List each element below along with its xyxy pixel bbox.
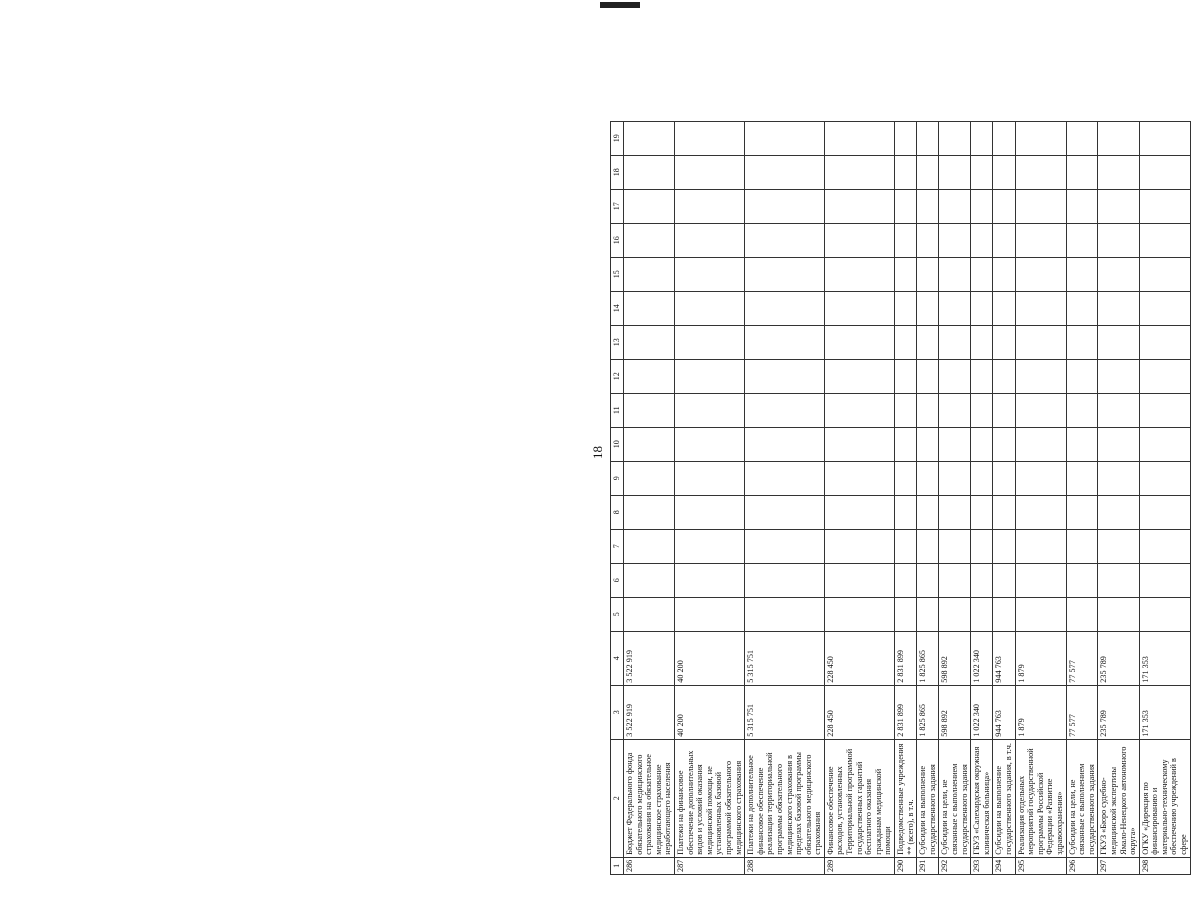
empty-cell [917,427,939,461]
empty-cell [917,393,939,427]
column-number: 3 [611,685,624,739]
empty-cell [971,155,993,189]
empty-cell [917,563,939,597]
table-row [745,121,825,874]
column-number: 10 [611,427,624,461]
empty-cell [1066,563,1098,597]
empty-cell [824,563,894,597]
column-number: 2 [611,739,624,857]
empty-cell [1139,223,1190,257]
column-number: 17 [611,189,624,223]
empty-cell [1098,393,1139,427]
empty-cell [971,359,993,393]
empty-cell [1098,359,1139,393]
column-3-value: 944 763 [993,685,1015,739]
empty-cell [917,461,939,495]
empty-cell [895,325,917,359]
empty-cell [624,257,675,291]
empty-cell [993,393,1015,427]
empty-cell [1066,393,1098,427]
row-name: ГБУЗ «Салехардская окружная клиническая больница» [971,739,993,857]
empty-cell [1066,359,1098,393]
empty-cell [1015,155,1066,189]
column-number: 9 [611,461,624,495]
empty-cell [624,155,675,189]
empty-cell [1098,461,1139,495]
empty-cell [1098,257,1139,291]
empty-cell [824,393,894,427]
empty-cell [745,257,825,291]
column-3-value: 3 522 919 [624,685,675,739]
row-name: Подведомственные учреждения ** (всего), в т.ч. [895,739,917,857]
row-name: Субсидии на цели, не связанные с выполнением государственного задания [1066,739,1098,857]
empty-cell [1098,529,1139,563]
empty-cell [1139,393,1190,427]
empty-cell [624,223,675,257]
table-row [895,121,917,874]
empty-cell [1015,291,1066,325]
column-3-value: 171 353 [1139,685,1190,739]
empty-cell [993,121,1015,155]
empty-cell [1066,427,1098,461]
empty-cell [895,155,917,189]
empty-cell [824,597,894,631]
empty-cell [895,597,917,631]
empty-cell [624,427,675,461]
row-name: Субсидии на выполнение государственного задания, в т.ч. [993,739,1015,857]
empty-cell [624,359,675,393]
empty-cell [971,427,993,461]
empty-cell [1015,393,1066,427]
empty-cell [971,291,993,325]
empty-cell [1139,189,1190,223]
empty-cell [917,529,939,563]
empty-cell [1139,529,1190,563]
empty-cell [674,189,744,223]
empty-cell [745,529,825,563]
empty-cell [745,563,825,597]
column-4-value: 171 353 [1139,631,1190,685]
empty-cell [939,393,971,427]
empty-cell [895,189,917,223]
table-row [1098,121,1139,874]
empty-cell [1098,223,1139,257]
empty-cell [745,291,825,325]
row-name: Бюджет Федерального фонда обязательного медицинского страхования на обязательное медицинское страхование неработающего населения [624,739,675,857]
empty-cell [674,563,744,597]
row-number: 290 [895,857,917,874]
empty-cell [674,597,744,631]
empty-cell [745,223,825,257]
empty-cell [917,189,939,223]
empty-cell [1098,597,1139,631]
table-row [939,121,971,874]
empty-cell [624,461,675,495]
empty-cell [1139,461,1190,495]
row-name: Платежи на финансовое обеспечение дополнительных видов и условий оказания медицинской помощи, не установленных базовой программой обязательного медицинского страхования [674,739,744,857]
empty-cell [1098,291,1139,325]
empty-cell [939,563,971,597]
empty-cell [745,461,825,495]
empty-cell [917,495,939,529]
empty-cell [895,121,917,155]
empty-cell [971,223,993,257]
empty-cell [1015,597,1066,631]
row-name: Субсидии на выполнение государственного задания [917,739,939,857]
empty-cell [917,121,939,155]
empty-cell [674,325,744,359]
empty-cell [1066,155,1098,189]
empty-cell [1015,359,1066,393]
empty-cell [1098,427,1139,461]
column-number: 15 [611,257,624,291]
empty-cell [895,257,917,291]
empty-cell [1015,257,1066,291]
column-3-value: 2 831 899 [895,685,917,739]
empty-cell [745,495,825,529]
row-name: ГКУЗ «Бюро судебно-медицинской экспертизы Ямало-Ненецкого автономного округа» [1098,739,1139,857]
empty-cell [674,529,744,563]
column-number: 6 [611,563,624,597]
column-3-value: 77 577 [1066,685,1098,739]
empty-cell [824,291,894,325]
empty-cell [993,189,1015,223]
column-4-value: 40 200 [674,631,744,685]
table-row [971,121,993,874]
empty-cell [1098,495,1139,529]
empty-cell [824,189,894,223]
row-number: 296 [1066,857,1098,874]
empty-cell [993,461,1015,495]
column-number: 13 [611,325,624,359]
empty-cell [917,257,939,291]
table-row [624,121,675,874]
empty-cell [824,427,894,461]
column-number: 4 [611,631,624,685]
rotated-page [30,30,1189,875]
empty-cell [1139,121,1190,155]
row-name: Финансовое обеспечение расходов, установленных Территориальной программой государственных гарантий бесплатного оказания гражданам медицинской помощи [824,739,894,857]
empty-cell [993,155,1015,189]
header-row [611,121,624,874]
empty-cell [1098,325,1139,359]
column-4-value: 77 577 [1066,631,1098,685]
column-4-value: 3 522 919 [624,631,675,685]
empty-cell [917,325,939,359]
empty-cell [1066,223,1098,257]
row-number: 292 [939,857,971,874]
column-number: 18 [611,155,624,189]
column-number: 14 [611,291,624,325]
column-4-value: 1 879 [1015,631,1066,685]
row-number: 294 [993,857,1015,874]
row-number: 286 [624,857,675,874]
empty-cell [939,461,971,495]
row-name: ОГКУ «Дирекция по финансированию и материально-техническому обеспечению учреждений в сфере [1139,739,1190,857]
table-row [1066,121,1098,874]
table-row [674,121,744,874]
empty-cell [971,325,993,359]
empty-cell [971,495,993,529]
empty-cell [624,529,675,563]
empty-cell [745,393,825,427]
column-number: 11 [611,393,624,427]
empty-cell [1015,529,1066,563]
empty-cell [1015,461,1066,495]
empty-cell [745,597,825,631]
empty-cell [895,461,917,495]
column-number: 12 [611,359,624,393]
row-number: 297 [1098,857,1139,874]
empty-cell [939,155,971,189]
empty-cell [1066,257,1098,291]
scan-edge-mark [600,2,640,8]
empty-cell [1066,325,1098,359]
empty-cell [1066,121,1098,155]
empty-cell [939,529,971,563]
table-row [1139,121,1190,874]
empty-cell [1066,189,1098,223]
empty-cell [917,223,939,257]
empty-cell [1015,427,1066,461]
column-3-value: 5 315 751 [745,685,825,739]
empty-cell [824,155,894,189]
column-3-value: 1 879 [1015,685,1066,739]
empty-cell [624,189,675,223]
empty-cell [993,495,1015,529]
empty-cell [674,495,744,529]
budget-table [610,121,1191,875]
empty-cell [1139,155,1190,189]
empty-cell [624,563,675,597]
empty-cell [1015,325,1066,359]
column-3-value: 228 450 [824,685,894,739]
empty-cell [1139,563,1190,597]
empty-cell [971,529,993,563]
empty-cell [939,495,971,529]
empty-cell [1066,529,1098,563]
row-number: 291 [917,857,939,874]
empty-cell [993,291,1015,325]
empty-cell [1139,257,1190,291]
empty-cell [624,495,675,529]
empty-cell [745,427,825,461]
empty-cell [993,359,1015,393]
empty-cell [1098,155,1139,189]
empty-cell [824,461,894,495]
empty-cell [1139,427,1190,461]
empty-cell [895,393,917,427]
empty-cell [917,359,939,393]
empty-cell [971,257,993,291]
empty-cell [745,155,825,189]
empty-cell [971,121,993,155]
empty-cell [939,257,971,291]
row-name: Платежи на дополнительное финансовое обеспечение реализации территориальной программы обязательного медицинского страхования в пределах базовой программы обязательного медицинского страхования [745,739,825,857]
column-4-value: 1 022 340 [971,631,993,685]
empty-cell [674,223,744,257]
column-3-value: 598 892 [939,685,971,739]
empty-cell [1015,121,1066,155]
empty-cell [824,495,894,529]
empty-cell [1139,359,1190,393]
row-number: 298 [1139,857,1190,874]
empty-cell [895,291,917,325]
empty-cell [939,359,971,393]
empty-cell [993,257,1015,291]
column-3-value: 1 022 340 [971,685,993,739]
row-name: Субсидии на цели, не связанные с выполнением государственного задания [939,739,971,857]
empty-cell [824,223,894,257]
empty-cell [1098,121,1139,155]
table-row [1015,121,1066,874]
table-row [824,121,894,874]
column-number: 8 [611,495,624,529]
column-number: 1 [611,857,624,874]
empty-cell [1139,291,1190,325]
empty-cell [917,597,939,631]
empty-cell [824,529,894,563]
empty-cell [674,121,744,155]
column-number: 16 [611,223,624,257]
column-3-value: 1 825 865 [917,685,939,739]
empty-cell [939,597,971,631]
row-number: 288 [745,857,825,874]
empty-cell [1066,495,1098,529]
column-3-value: 235 789 [1098,685,1139,739]
empty-cell [1066,291,1098,325]
empty-cell [674,291,744,325]
empty-cell [895,529,917,563]
empty-cell [745,121,825,155]
empty-cell [993,223,1015,257]
empty-cell [1098,189,1139,223]
table-row [993,121,1015,874]
empty-cell [1015,563,1066,597]
empty-cell [674,461,744,495]
empty-cell [1098,563,1139,597]
empty-cell [895,563,917,597]
empty-cell [939,427,971,461]
row-number: 293 [971,857,993,874]
row-number: 289 [824,857,894,874]
empty-cell [624,325,675,359]
column-4-value: 1 825 865 [917,631,939,685]
column-4-value: 2 831 899 [895,631,917,685]
empty-cell [993,597,1015,631]
empty-cell [939,189,971,223]
empty-cell [824,121,894,155]
empty-cell [971,461,993,495]
empty-cell [993,325,1015,359]
empty-cell [939,325,971,359]
empty-cell [745,359,825,393]
empty-cell [674,427,744,461]
empty-cell [745,189,825,223]
empty-cell [624,393,675,427]
empty-cell [971,563,993,597]
empty-cell [993,563,1015,597]
empty-cell [1015,189,1066,223]
empty-cell [674,393,744,427]
empty-cell [1015,223,1066,257]
column-4-value: 5 315 751 [745,631,825,685]
page-number: 18 [590,446,605,459]
empty-cell [939,223,971,257]
column-4-value: 228 450 [824,631,894,685]
empty-cell [895,223,917,257]
empty-cell [1139,325,1190,359]
table-row [917,121,939,874]
empty-cell [824,359,894,393]
row-name: Реализация отдельных мероприятий государственной программы Российской Федерации «Развитие здравоохранения» [1015,739,1066,857]
column-number: 7 [611,529,624,563]
empty-cell [971,597,993,631]
row-number: 287 [674,857,744,874]
empty-cell [917,155,939,189]
empty-cell [624,291,675,325]
empty-cell [895,427,917,461]
empty-cell [1015,495,1066,529]
empty-cell [624,121,675,155]
empty-cell [971,393,993,427]
empty-cell [895,495,917,529]
empty-cell [745,325,825,359]
row-number: 295 [1015,857,1066,874]
empty-cell [824,257,894,291]
empty-cell [824,325,894,359]
empty-cell [1066,461,1098,495]
empty-cell [993,427,1015,461]
empty-cell [624,597,675,631]
empty-cell [1139,495,1190,529]
column-4-value: 235 789 [1098,631,1139,685]
column-4-value: 944 763 [993,631,1015,685]
column-3-value: 40 200 [674,685,744,739]
empty-cell [674,359,744,393]
empty-cell [993,529,1015,563]
empty-cell [674,155,744,189]
empty-cell [971,189,993,223]
empty-cell [939,291,971,325]
empty-cell [939,121,971,155]
empty-cell [674,257,744,291]
column-number: 19 [611,121,624,155]
empty-cell [1139,597,1190,631]
column-4-value: 598 892 [939,631,971,685]
empty-cell [1066,597,1098,631]
empty-cell [895,359,917,393]
column-number: 5 [611,597,624,631]
empty-cell [917,291,939,325]
